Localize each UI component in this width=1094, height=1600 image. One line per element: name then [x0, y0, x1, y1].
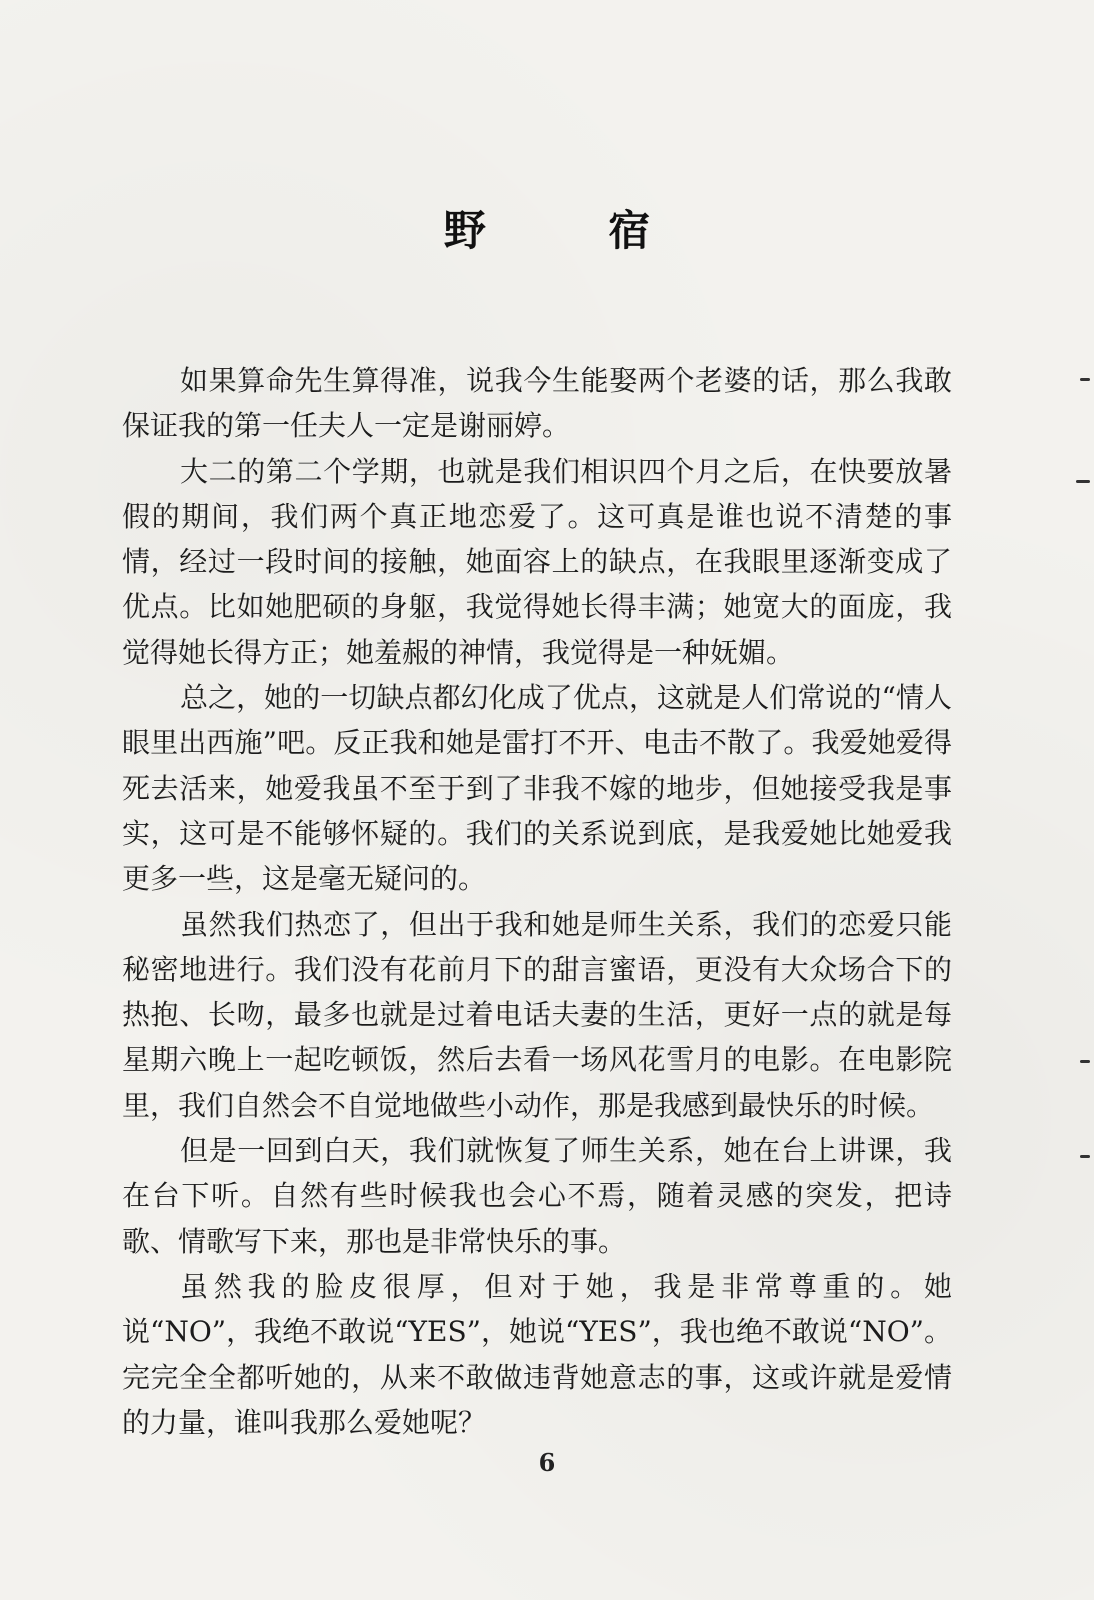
chapter-body	[122, 358, 952, 1445]
scan-edge-mark	[1080, 1155, 1090, 1158]
scan-edge-mark	[1080, 1060, 1090, 1063]
scan-edge-mark	[1076, 480, 1090, 483]
paragraph: 但是一回到白天，我们就恢复了师生关系，她在台上讲课，我在台下听。自然有些时候我也会心不焉，随着灵感的突发，把诗歌、情歌写下来，那也是非常快乐的事。	[122, 1134, 952, 1258]
paragraph: 如果算命先生算得准，说我今生能娶两个老婆的话，那么我敢保证我的第一任夫人一定是谢丽婷。	[122, 364, 952, 443]
paragraph: 大二的第二个学期，也就是我们相识四个月之后，在快要放暑假的期间，我们两个真正地恋爱了。这可真是谁也说不清楚的事情，经过一段时间的接触，她面容上的缺点，在我眼里逐渐变成了优点。比如她肥硕的身躯，我觉得她长得丰满；她宽大的面庞，我觉得她长得方正；她羞赧的神情，我觉得是一种妩媚。	[122, 454, 952, 669]
paragraph: 虽然我们热恋了，但出于我和她是师生关系，我们的恋爱只能秘密地进行。我们没有花前月下的甜言蜜语，更没有大众场合下的热抱、长吻，最多也就是过着电话夫妻的生活，更好一点的就是每星期六晚上一起吃顿饭，然后去看一场风花雪月的电影。在电影院里，我们自然会不自觉地做些小动作，那是我感到最快乐的时候。	[122, 907, 952, 1122]
page-number: 6	[538, 1448, 556, 1477]
paragraph: 总之，她的一切缺点都幻化成了优点，这就是人们常说的“情人眼里出西施”吧。反正我和她是雷打不开、电击不散了。我爱她爱得死去活来，她爱我虽不至于到了非我不嫁的地步，但她接受我是事实，这可是不能够怀疑的。我们的关系说到底，是我爱她比她爱我更多一些，这是毫无疑问的。	[122, 681, 952, 896]
scan-edge-mark	[1080, 378, 1090, 381]
chapter-title: 野 宿	[443, 206, 705, 255]
paragraph: 虽然我的脸皮很厚，但对于她，我是非常尊重的。她说“NO”，我绝不敢说“YES”，她说“YES”，我也绝不敢说“NO”。完完全全都听她的，从来不敢做违背她意志的事，这或许就是爱情的力量，谁叫我那么爱她呢？	[122, 1269, 952, 1439]
